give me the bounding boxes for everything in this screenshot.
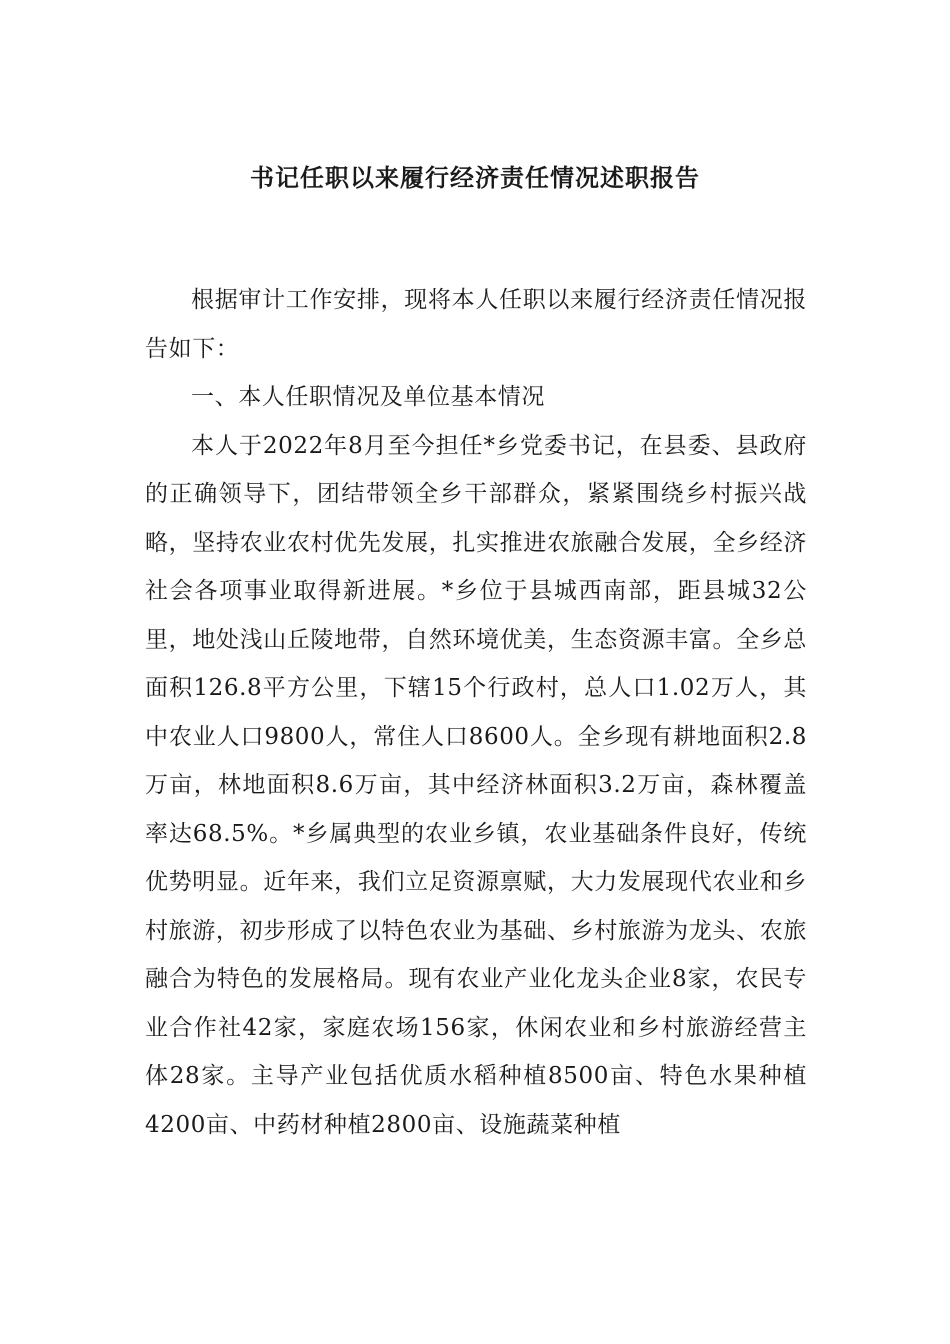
intro-paragraph: 根据审计工作安排，现将本人任职以来履行经济责任情况报告如下： <box>145 287 807 362</box>
document-body <box>145 276 807 1149</box>
body-paragraph: 本人于2022年8月至今担任*乡党委书记，在县委、县政府的正确领导下，团结带领全乡干部群众，紧紧围绕乡村振兴战略，坚持农业农村优先发展，扎实推进农旅融合发展，全乡经济社会各项事业取得新进展。*乡位于县城西南部，距县城32公里，地处浅山丘陵地带，自然环境优美，生态资源丰富。全乡总面积126.8平方公里，下辖15个行政村，总人口1.02万人，其中农业人口9800人，常住人口8600人。全乡现有耕地面积2.8万亩，林地面积8.6万亩，其中经济林面积3.2万亩，森林覆盖率达68.5%。*乡属典型的农业乡镇，农业基础条件良好，传统优势明显。近年来，我们立足资源禀赋，大力发展现代农业和乡村旅游，初步形成了以特色农业为基础、乡村旅游为龙头、农旅融合为特色的发展格局。现有农业产业化龙头企业8家，农民专业合作社42家，家庭农场156家，休闲农业和乡村旅游经营主体28家。主导产业包括优质水稻种植8500亩、特色水果种植4200亩、中药材种植2800亩、设施蔬菜种植 <box>145 432 807 1138</box>
document-title: 书记任职以来履行经济责任情况述职报告 <box>250 163 700 192</box>
section-heading: 一、本人任职情况及单位基本情况 <box>191 384 545 410</box>
